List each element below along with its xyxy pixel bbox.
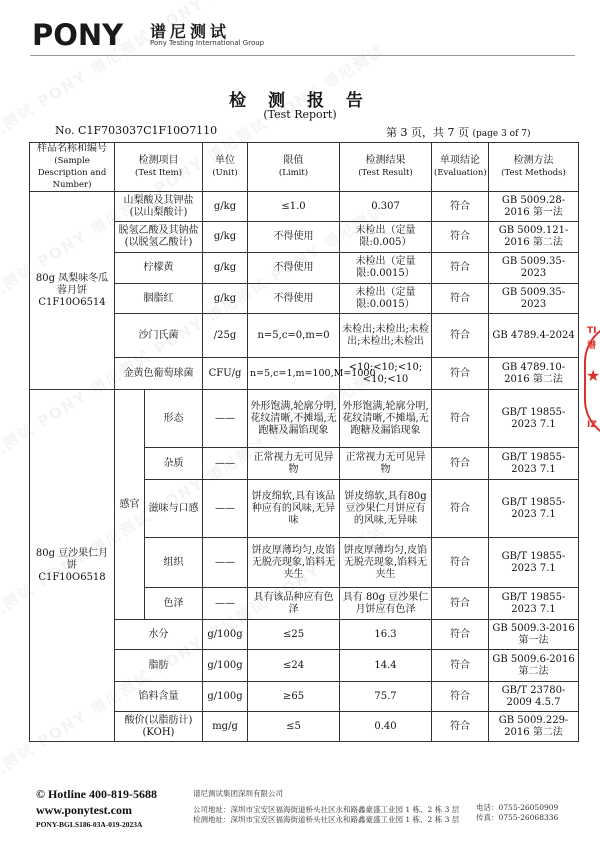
limit-cell: ≤5 <box>248 712 340 742</box>
seal-star-icon: ★ <box>586 366 600 385</box>
result-cell: 未检出（定量限:0.005） <box>340 222 432 253</box>
footer-contact <box>36 787 157 829</box>
sample-name: 80g 凤梨味冬瓜蓉月饼 <box>35 272 109 296</box>
seal-text-top: TI <box>587 326 597 336</box>
hotline: © Hotline 400-819-5688 <box>36 787 157 801</box>
page-indicator <box>386 124 531 140</box>
header-sample: 样品名称和编号 (Sample Description and Number) <box>30 143 115 192</box>
evaluation-cell: 符合 <box>432 538 489 588</box>
test-item: 形态 <box>145 390 203 448</box>
website-link[interactable]: www.ponytest.com <box>36 803 132 817</box>
header-limit: 限值 (Limit) <box>248 143 340 192</box>
limit-cell: ≤25 <box>248 620 340 650</box>
test-item: 脱氢乙酸及其钠盐(以脱氢乙酸计) <box>115 222 203 253</box>
header-item: 检测项目 (Test Item) <box>115 143 203 192</box>
evaluation-cell: 符合 <box>432 192 489 222</box>
method-cell: GB 5009.3-2016 第一法 <box>489 620 579 650</box>
unit-cell: g/100g <box>203 650 248 682</box>
report-number: No. C1F703037C1F10O7110 <box>55 124 218 137</box>
test-item: 胭脂红 <box>115 284 203 314</box>
method-cell: GB 5009.35-2023 <box>489 284 579 314</box>
method-cell: GB/T 23780-2009 4.5.7 <box>489 682 579 712</box>
method-cell: GB/T 19855-2023 7.1 <box>489 390 579 448</box>
document-reference: PONY-BGLS186-03A-019-2023A <box>36 820 143 829</box>
limit-cell: 饼皮厚薄均匀,皮馅无脱壳现象,馅料无夹生 <box>248 538 340 588</box>
method-cell: GB 5009.229-2016 第二法 <box>489 712 579 742</box>
limit-cell: 不得使用 <box>248 253 340 284</box>
result-cell: 14.4 <box>340 650 432 682</box>
unit-cell: g/kg <box>203 284 248 314</box>
header-evaluation: 单项结论 (Evaluation) <box>432 143 489 192</box>
testing-address: 检测地址：深圳市宝安区福海街道桥头社区永和路鑫豪盛工业园 1 栋、2 栋 3 层 <box>193 815 460 824</box>
method-cell: GB 4789.10-2016 第二法 <box>489 358 579 390</box>
test-item: 杂质 <box>145 448 203 480</box>
unit-cell: g/kg <box>203 253 248 284</box>
unit-cell: —— <box>203 538 248 588</box>
report-title: 检 测 报 告 <box>229 91 371 111</box>
header-divider <box>30 55 575 56</box>
sample-cell <box>30 390 115 742</box>
evaluation-cell: 符合 <box>432 390 489 448</box>
header-method: 检测方法 (Test Methods) <box>489 143 579 192</box>
test-item: 沙门氏菌 <box>115 314 203 358</box>
test-item: 组织 <box>145 538 203 588</box>
fax: 传真：0755-26068336 <box>476 813 559 822</box>
logo-text: PONY <box>32 18 124 52</box>
unit-cell: —— <box>203 588 248 620</box>
test-item: 山梨酸及其钾盐(以山梨酸计) <box>115 192 203 222</box>
result-cell: 75.7 <box>340 682 432 712</box>
result-cell: 0.40 <box>340 712 432 742</box>
company-name-cn: 谱尼测试 <box>150 22 231 41</box>
limit-cell: 正常视力无可见异物 <box>248 448 340 480</box>
method-cell: GB/T 19855-2023 7.1 <box>489 538 579 588</box>
method-cell: GB/T 19855-2023 7.1 <box>489 448 579 480</box>
result-cell: 0.307 <box>340 192 432 222</box>
test-item: 色泽 <box>145 588 203 620</box>
method-cell: GB 5009.6-2016 第二法 <box>489 650 579 682</box>
test-item: 脂肪 <box>115 650 203 682</box>
table-row <box>30 390 579 448</box>
seal-text-mid: 谱 <box>587 341 597 351</box>
test-item: 馅料含量 <box>115 682 203 712</box>
unit-cell: —— <box>203 448 248 480</box>
result-cell: 饼皮绵软,具有80g 豆沙果仁月饼应有的风味,无异味 <box>340 480 432 538</box>
test-item: 酸价(以脂肪计)(KOH) <box>115 712 203 742</box>
unit-cell: —— <box>203 480 248 538</box>
evaluation-cell: 符合 <box>432 588 489 620</box>
result-cell: 外形饱满,轮廓分明,花纹清晰,不摊塌,无跑糖及漏馅现象 <box>340 390 432 448</box>
result-cell: 具有 80g 豆沙果仁月饼应有色泽 <box>340 588 432 620</box>
evaluation-cell: 符合 <box>432 620 489 650</box>
pony-logo <box>32 20 123 50</box>
report-header <box>32 14 572 54</box>
evaluation-cell: 符合 <box>432 480 489 538</box>
table-header-row <box>30 143 579 192</box>
report-subtitle: (Test Report) <box>263 108 337 121</box>
limit-cell: ≥65 <box>248 682 340 712</box>
page-indicator-en: (page 3 of 7) <box>472 129 531 139</box>
limit-cell: n=5,c=1,m=100,M=1000 <box>248 358 340 390</box>
evaluation-cell: 符合 <box>432 682 489 712</box>
limit-cell: ≤1.0 <box>248 192 340 222</box>
limit-cell: ≤24 <box>248 650 340 682</box>
limit-cell: 不得使用 <box>248 222 340 253</box>
limit-cell: 不得使用 <box>248 284 340 314</box>
result-cell: <10;<10;<10;<10;<10 <box>340 358 432 390</box>
unit-cell: —— <box>203 390 248 448</box>
footer-company: 谱尼测试集团深圳有限公司 <box>193 789 283 798</box>
method-cell: GB/T 19855-2023 7.1 <box>489 480 579 538</box>
result-cell: 未检出（定量限:0.0015） <box>340 253 432 284</box>
evaluation-cell: 符合 <box>432 284 489 314</box>
evaluation-cell: 符合 <box>432 222 489 253</box>
company-name-en: Pony Testing International Group <box>150 39 265 47</box>
unit-cell: /25g <box>203 314 248 358</box>
result-cell: 16.3 <box>340 620 432 650</box>
unit-cell: g/kg <box>203 222 248 253</box>
table-row <box>30 192 579 222</box>
header-unit: 单位 (Unit) <box>203 143 248 192</box>
method-cell: GB 5009.28-2016 第一法 <box>489 192 579 222</box>
limit-cell: 外形饱满,轮廓分明,花纹清晰,不摊塌,无跑糖及漏馅现象 <box>248 390 340 448</box>
sample-cell <box>30 192 115 390</box>
unit-cell: g/kg <box>203 192 248 222</box>
copyright-icon: © <box>36 787 45 801</box>
evaluation-cell: 符合 <box>432 358 489 390</box>
result-cell: 未检出（定量限:0.0015） <box>340 284 432 314</box>
method-cell: GB 5009.35-2023 <box>489 253 579 284</box>
sample-code: C1F10O6514 <box>38 296 106 308</box>
limit-cell: n=5,c=0,m=0 <box>248 314 340 358</box>
header-result: 检测结果 (Test Result) <box>340 143 432 192</box>
method-cell: GB 5009.121-2016 第二法 <box>489 222 579 253</box>
sample-code: C1F10O6518 <box>38 571 106 583</box>
result-cell: 未检出;未检出;未检出;未检出;未检出 <box>340 314 432 358</box>
telephone: 电话：0755-26050909 <box>476 803 559 812</box>
unit-cell: g/100g <box>203 620 248 650</box>
sensory-group-label: 感官 <box>115 390 145 620</box>
limit-cell: 饼皮绵软,具有该品种应有的风味,无异味 <box>248 480 340 538</box>
footer-address <box>193 789 459 825</box>
test-item: 柠檬黄 <box>115 253 203 284</box>
company-address: 公司地址：深圳市宝安区福海街道桥头社区永和路鑫豪盛工业园 1 栋、2 栋 3 层 <box>193 805 460 814</box>
evaluation-cell: 符合 <box>432 448 489 480</box>
test-item: 滋味与口感 <box>145 480 203 538</box>
test-results-table <box>29 142 579 742</box>
page-indicator-cn: 第 3 页，共 7 页 <box>386 126 469 139</box>
evaluation-cell: 符合 <box>432 314 489 358</box>
evaluation-cell: 符合 <box>432 650 489 682</box>
test-item: 金黄色葡萄球菌 <box>115 358 203 390</box>
method-cell: GB 4789.4-2024 <box>489 314 579 358</box>
unit-cell: g/100g <box>203 682 248 712</box>
result-cell: 正常视力无可见异物 <box>340 448 432 480</box>
evaluation-cell: 符合 <box>432 712 489 742</box>
unit-cell: mg/g <box>203 712 248 742</box>
evaluation-cell: 符合 <box>432 253 489 284</box>
unit-cell: CFU/g <box>203 358 248 390</box>
limit-cell: 具有该品种应有色泽 <box>248 588 340 620</box>
result-cell: 饼皮厚薄均匀,皮馅无脱壳现象,馅料无夹生 <box>340 538 432 588</box>
sample-name: 80g 豆沙果仁月饼 <box>35 547 109 571</box>
method-cell: GB/T 19855-2023 7.1 <box>489 588 579 620</box>
seal-text-bottom: IZ <box>587 420 597 430</box>
test-item: 水分 <box>115 620 203 650</box>
official-seal-fragment <box>584 322 600 440</box>
footer-phone <box>476 803 558 823</box>
